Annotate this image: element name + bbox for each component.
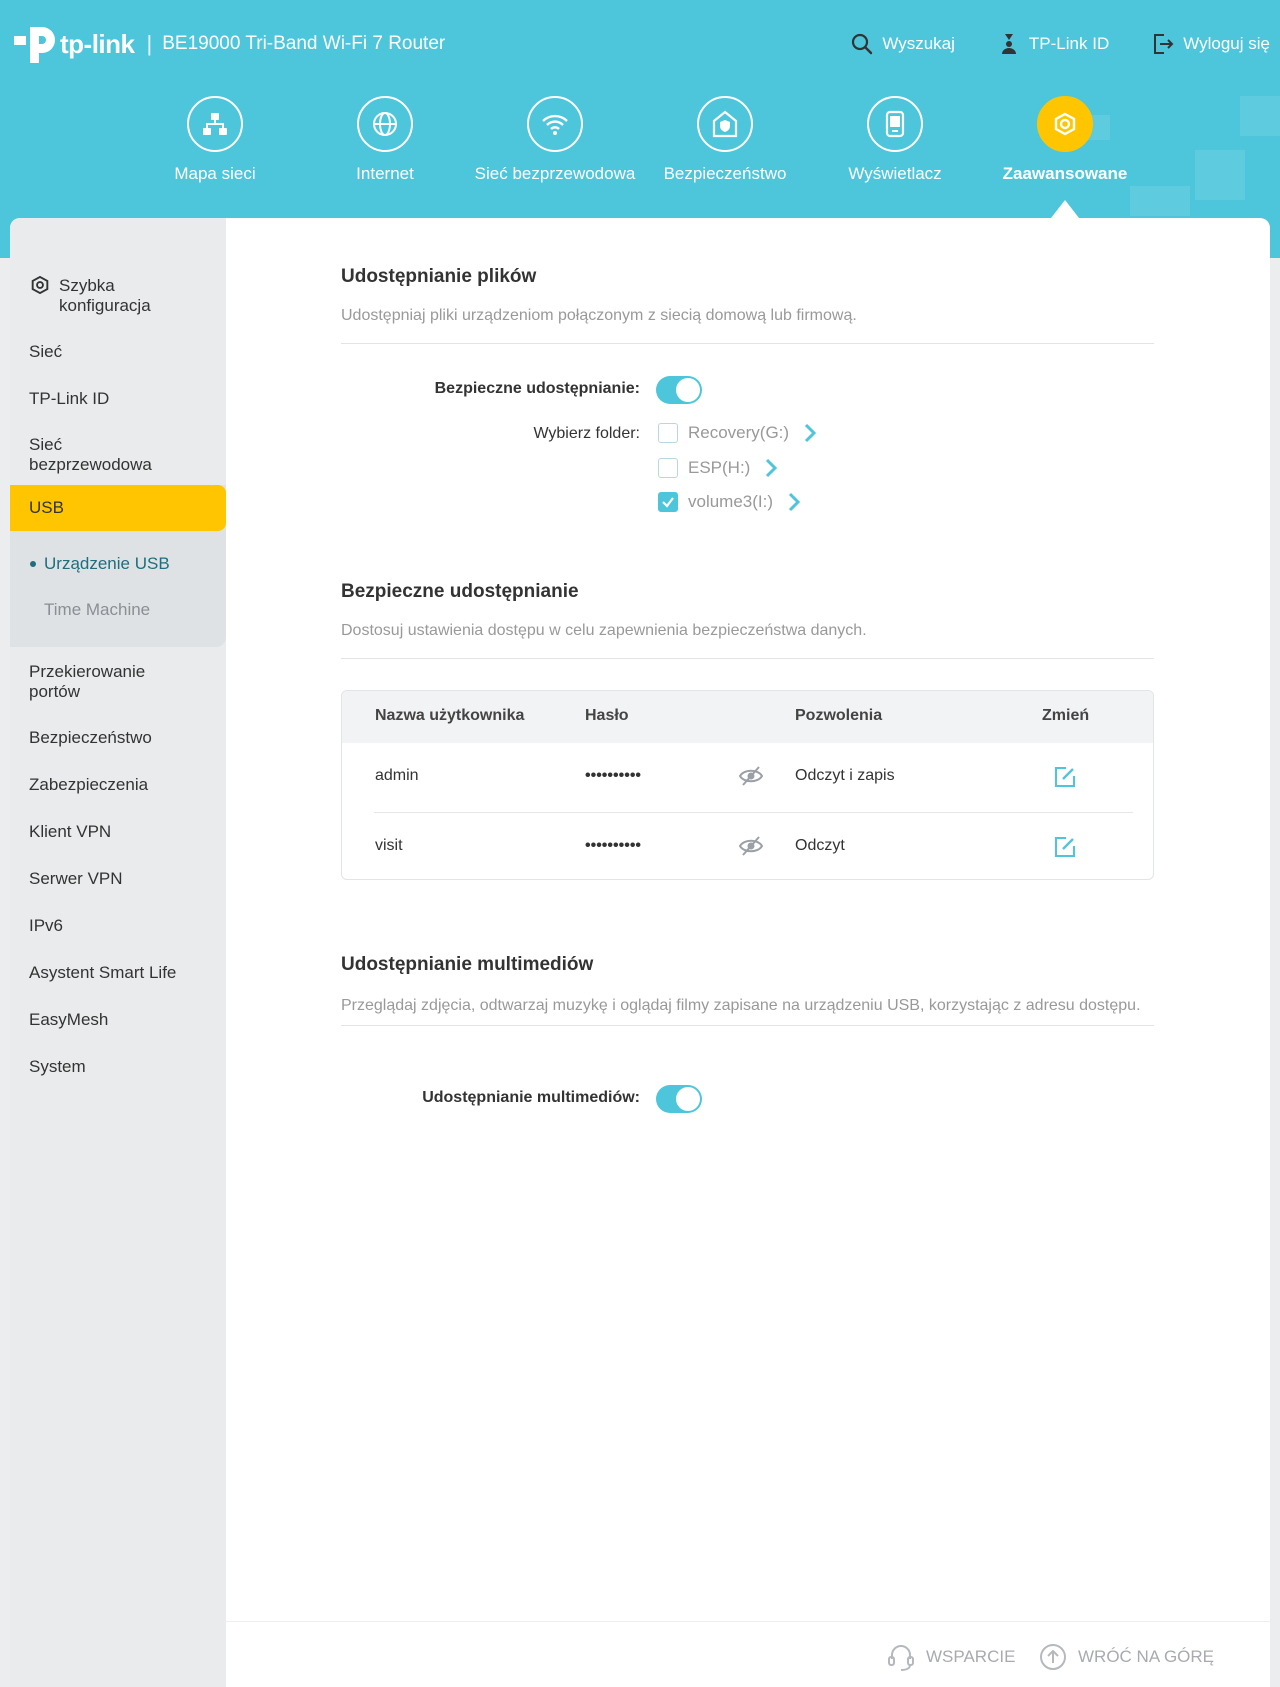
search-button[interactable] (850, 32, 955, 56)
eye-hidden-icon[interactable] (738, 835, 764, 857)
sidebar-item-label: Sieć (29, 342, 63, 361)
sidebar-item-label: USB (29, 498, 64, 517)
secure-sharing-description: Dostosuj ustawienia dostępu w celu zapewnienia bezpieczeństwa danych. (341, 621, 1154, 659)
active-nav-pointer (1051, 200, 1079, 218)
sidebar-item-wireless[interactable] (10, 435, 160, 475)
search-icon (850, 32, 874, 56)
top-actions (850, 32, 1270, 56)
nav-advanced[interactable] (980, 96, 1150, 184)
nav-label: Sieć bezprzewodowa (474, 164, 636, 183)
secure-sharing-toggle[interactable] (656, 376, 702, 404)
folder-option-volume3[interactable] (658, 491, 801, 513)
nav-security[interactable] (640, 96, 810, 184)
secure-sharing-title: Bezpieczne udostępnianie (341, 581, 579, 602)
main-card (10, 218, 1270, 1687)
table-header (342, 691, 1153, 743)
secure-sharing-section (341, 581, 1154, 659)
wifi-icon (527, 96, 583, 152)
arrow-up-circle-icon (1038, 1642, 1068, 1672)
file-sharing-section (341, 266, 1154, 344)
brand-separator: | (146, 31, 153, 56)
tp-link-logo-icon (10, 21, 56, 67)
password-cell: •••••••••• (585, 837, 642, 854)
folder-name: volume3(I:) (688, 492, 774, 511)
router-model: BE19000 Tri-Band Wi-Fi 7 Router (162, 33, 446, 54)
permission-cell: Odczyt i zapis (795, 767, 895, 784)
sidebar-item-label: Klient VPN (29, 822, 112, 841)
nav-label: Mapa sieci (174, 164, 256, 183)
table-row (342, 743, 1153, 813)
checkmark-icon (661, 495, 675, 509)
checkbox-unchecked[interactable] (658, 423, 678, 443)
folder-option-recovery[interactable] (658, 422, 817, 444)
logout-label: Wyloguj się (1183, 34, 1270, 53)
toggle-knob (676, 378, 700, 402)
username-cell: visit (375, 837, 403, 854)
table-row (342, 813, 1153, 880)
media-sharing-toggle[interactable] (656, 1085, 702, 1113)
tplink-id-button[interactable] (997, 32, 1109, 56)
logout-button[interactable] (1151, 32, 1270, 56)
sidebar-item-label: Zabezpieczenia (29, 775, 149, 794)
sidebar-item-label: Bezpieczeństwo (29, 728, 152, 747)
folder-name: ESP(H:) (688, 458, 751, 477)
sidebar-item-tplink-id[interactable] (10, 389, 226, 409)
footer (226, 1621, 1270, 1687)
globe-icon (357, 96, 413, 152)
sidebar-item-security[interactable] (10, 728, 226, 748)
brand-name: tp-link (60, 28, 135, 59)
sidebar-item-ipv6[interactable] (10, 916, 226, 936)
sidebar-item-smart-life[interactable] (10, 963, 226, 983)
sidebar-item-label: Urządzenie USB (44, 554, 170, 573)
sidebar-item-usb-device[interactable] (10, 541, 226, 587)
search-label: Wyszukaj (882, 34, 955, 53)
shield-home-icon (697, 96, 753, 152)
sidebar-item-protection[interactable] (10, 775, 226, 795)
support-label: WSPARCIE (926, 1647, 1016, 1666)
folder-select-label: Wybierz folder: (533, 425, 640, 442)
nav-network-map[interactable] (130, 96, 300, 184)
media-sharing-label: Udostępnianie multimediów: (422, 1089, 640, 1106)
column-edit: Zmień (1042, 707, 1090, 724)
edit-icon[interactable] (1053, 765, 1077, 789)
media-sharing-description: Przeglądaj zdjęcia, odtwarzaj muzykę i oglądaj filmy zapisane na urządzeniu USB, korzystając z adresu dostępu. (341, 996, 1154, 1026)
sidebar-item-usb[interactable] (10, 485, 226, 531)
eye-hidden-icon[interactable] (738, 765, 764, 787)
media-sharing-title: Udostępnianie multimediów (341, 954, 594, 975)
sidebar-item-vpn-server[interactable] (10, 869, 226, 889)
accounts-table (341, 690, 1154, 880)
headset-icon (886, 1642, 916, 1672)
sidebar-item-label: System (29, 1057, 86, 1076)
sidebar-item-label: Asystent Smart Life (29, 963, 177, 982)
tplink-id-label: TP-Link ID (1028, 34, 1110, 53)
nav-label: Wyświetlacz (848, 164, 942, 183)
chevron-right-icon[interactable] (803, 422, 817, 444)
file-sharing-title: Udostępnianie plików (341, 266, 537, 287)
sidebar-item-system[interactable] (10, 1057, 226, 1077)
column-password: Hasło (585, 707, 629, 724)
nav-display[interactable] (810, 96, 980, 184)
display-icon (867, 96, 923, 152)
sidebar-item-label: Sieć bezprzewodowa (29, 435, 152, 474)
nav-internet[interactable] (300, 96, 470, 184)
sidebar-item-vpn-client[interactable] (10, 822, 226, 842)
media-sharing-section (341, 954, 1154, 1026)
nav-label: Zaawansowane (1002, 164, 1128, 183)
network-map-icon (187, 96, 243, 152)
back-to-top-label: WRÓĆ NA GÓRĘ (1078, 1647, 1215, 1666)
sidebar-item-port-forwarding[interactable] (10, 662, 170, 702)
folder-name: Recovery(G:) (688, 423, 790, 442)
sidebar-item-label: Przekierowanie portów (29, 662, 146, 701)
nav-label: Bezpieczeństwo (663, 164, 787, 183)
back-to-top-link[interactable] (1038, 1642, 1214, 1672)
gear-icon (29, 274, 51, 296)
folder-option-esp[interactable] (658, 457, 778, 479)
nav-label: Internet (356, 164, 414, 183)
column-username: Nazwa użytkownika (375, 707, 525, 724)
sidebar-item-label: IPv6 (29, 916, 64, 935)
permission-cell: Odczyt (795, 837, 845, 854)
sidebar-item-easymesh[interactable] (10, 1010, 226, 1030)
main-navigation (0, 96, 1280, 216)
support-link[interactable] (886, 1642, 1015, 1672)
password-cell: •••••••••• (585, 767, 642, 784)
nav-wireless[interactable] (470, 96, 640, 184)
sidebar-item-label: Szybka konfiguracja (59, 276, 151, 315)
sidebar-item-label: Serwer VPN (29, 869, 123, 888)
sidebar-item-label: EasyMesh (29, 1010, 109, 1029)
sidebar-item-label: Time Machine (44, 600, 151, 619)
checkbox-checked[interactable] (658, 492, 678, 512)
sidebar-item-label: TP-Link ID (29, 389, 110, 408)
usb-group (10, 485, 226, 647)
file-sharing-description: Udostępniaj pliki urządzeniom połączonym z siecią domową lub firmową. (341, 306, 1154, 344)
secure-sharing-label: Bezpieczne udostępnianie: (434, 380, 640, 397)
chevron-right-icon[interactable] (764, 457, 778, 479)
column-permissions: Pozwolenia (795, 707, 883, 724)
edit-icon[interactable] (1053, 835, 1077, 859)
content-area (226, 218, 1270, 1687)
sidebar-item-time-machine[interactable] (10, 587, 226, 633)
checkbox-unchecked[interactable] (658, 458, 678, 478)
sidebar (10, 218, 226, 1687)
username-cell: admin (375, 767, 419, 784)
sidebar-item-quick-setup[interactable] (10, 218, 226, 316)
chevron-right-icon[interactable] (787, 491, 801, 513)
toggle-knob (676, 1087, 700, 1111)
gear-icon (1037, 96, 1093, 152)
user-icon (997, 32, 1021, 56)
brand-logo[interactable] (10, 22, 445, 66)
sidebar-item-network[interactable] (10, 342, 226, 362)
logout-icon (1151, 32, 1175, 56)
